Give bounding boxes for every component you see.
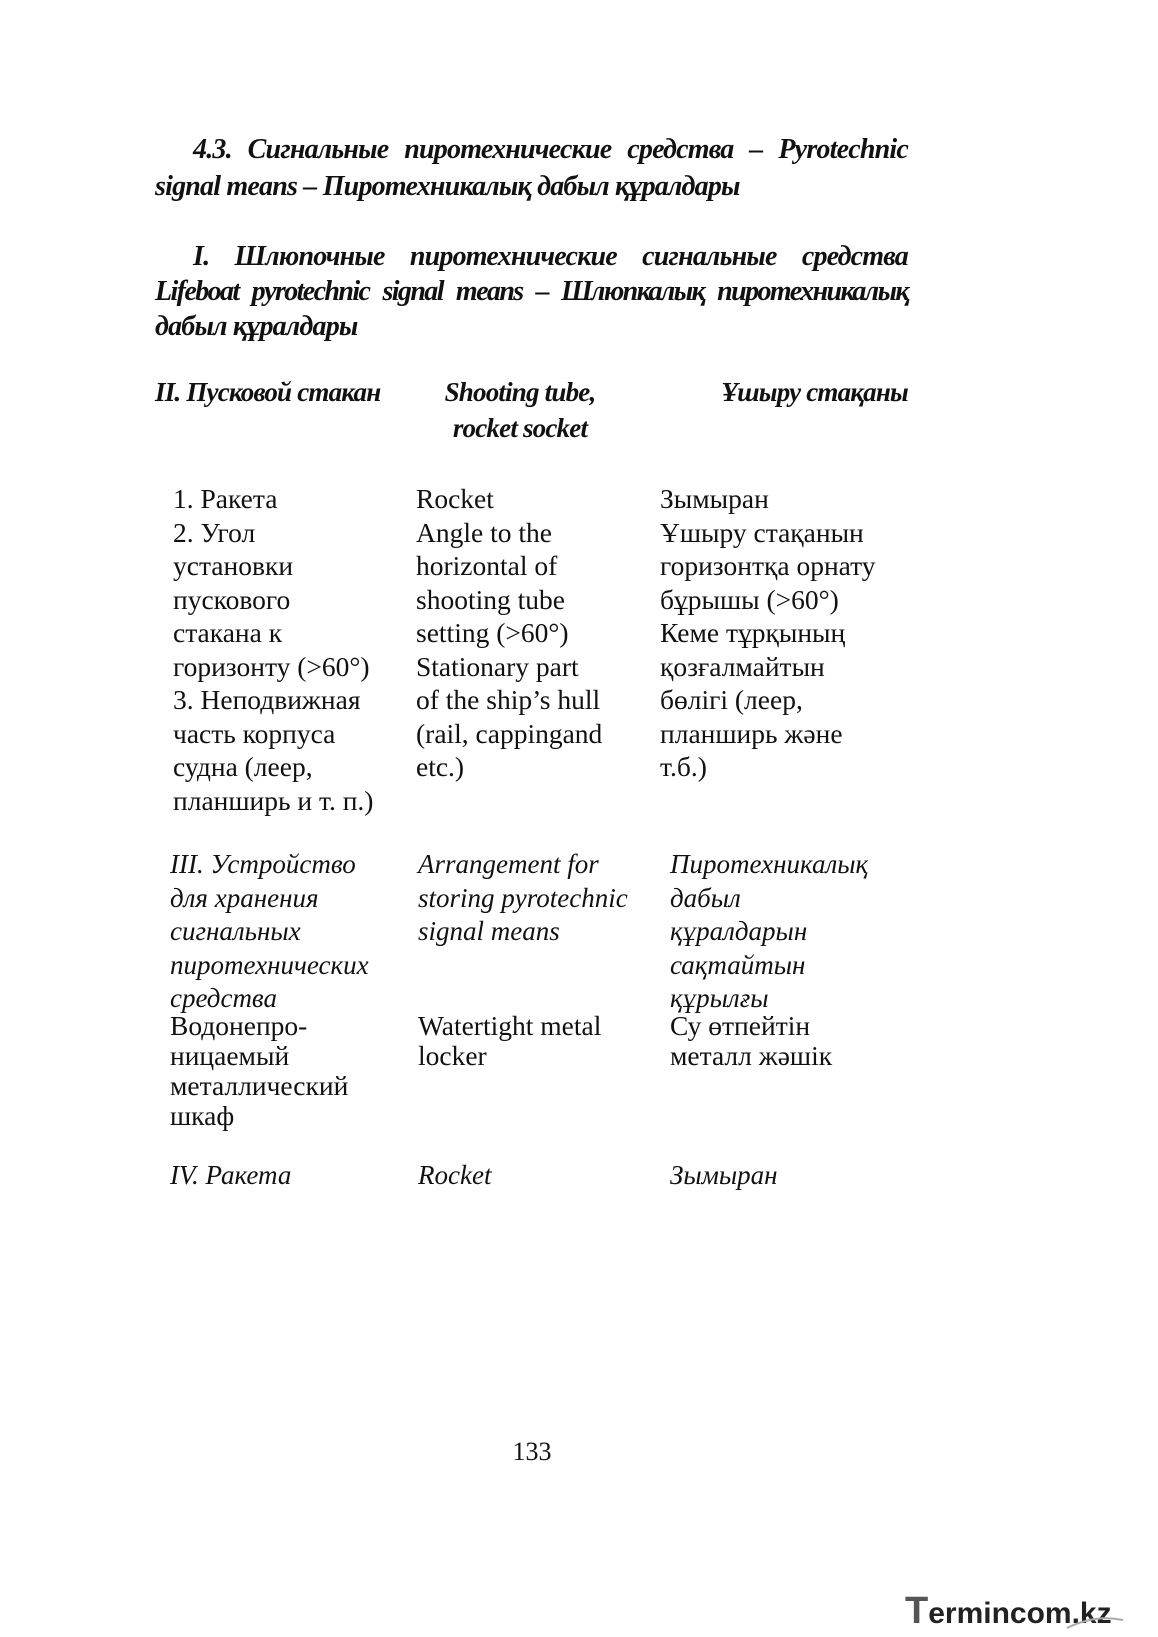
subsection-title-line3: дабыл құралдары [155, 311, 358, 342]
section-title-line1: 4.3. Сигнальные пиротехнические средства – Pyrotechnic [193, 134, 908, 165]
block2-header-en-line1: Shooting tube, [444, 377, 596, 407]
block4-header-ru: IV. Ракета [170, 1160, 292, 1190]
block2-header-en [420, 374, 620, 446]
logo-text: ermincom.kz [928, 1597, 1112, 1630]
logo-letter-t: T [905, 1590, 929, 1632]
block3-header-ru: III. Устройство для хранения сигнальных пиротехнических средства [170, 849, 369, 1013]
block3-header-kz: Пиротехникалық дабыл құралдарын сақтайтын құрылғы [670, 849, 869, 1013]
page-number: 133 [512, 1437, 552, 1466]
subsection-title-line1: I. Шлюпочные пиротехнические сигнальные средства [193, 241, 908, 272]
block2-cell-kz: Зымыран Ұшыру стақанын горизонтқа орнату бұрышы (>60°) Кеме тұрқының қозғалмайтын бөлігі (леер, планширь және т.б.) [660, 483, 876, 782]
block2-cell-en: Rocket Angle to the horizontal of shooting tube setting (>60°) Stationary part of the ship’s hull (rail, cappingand etc.) [416, 483, 603, 782]
block2-header-kz: Ұшыру стақаны [721, 377, 908, 407]
logo-swoosh-icon [1065, 1612, 1125, 1632]
block2-cell-ru: 1. Ракета 2. Угол установки пускового стакана к горизонту (>60°) 3. Неподвижная часть корпуса судна (леер, планширь и т. п.) [173, 483, 374, 816]
block3-cell-en: Watertight metal locker [418, 1010, 602, 1071]
section-title-line2: signal means – Пиротехникалық дабыл құралдары [155, 171, 740, 202]
block3-cell-ru: Водонепро- ницаемый металлический шкаф [170, 1010, 349, 1131]
subsection-title-line2: Lifeboat pyrotechnic signal means – Шлюпкалық пиротехникалық [155, 276, 908, 307]
block2-header-ru: II. Пусковой стакан [155, 377, 381, 407]
block3-header-en: Arrangement for storing pyrotechnic signal means [418, 849, 628, 946]
termincom-logo [905, 1590, 1135, 1634]
block3-cell-kz: Су өтпейтін металл жәшік [670, 1010, 833, 1071]
block4-header-kz: Зымыран [670, 1160, 778, 1190]
block2-header-en-line2: rocket socket [452, 413, 588, 443]
block4-header-en: Rocket [418, 1160, 492, 1190]
